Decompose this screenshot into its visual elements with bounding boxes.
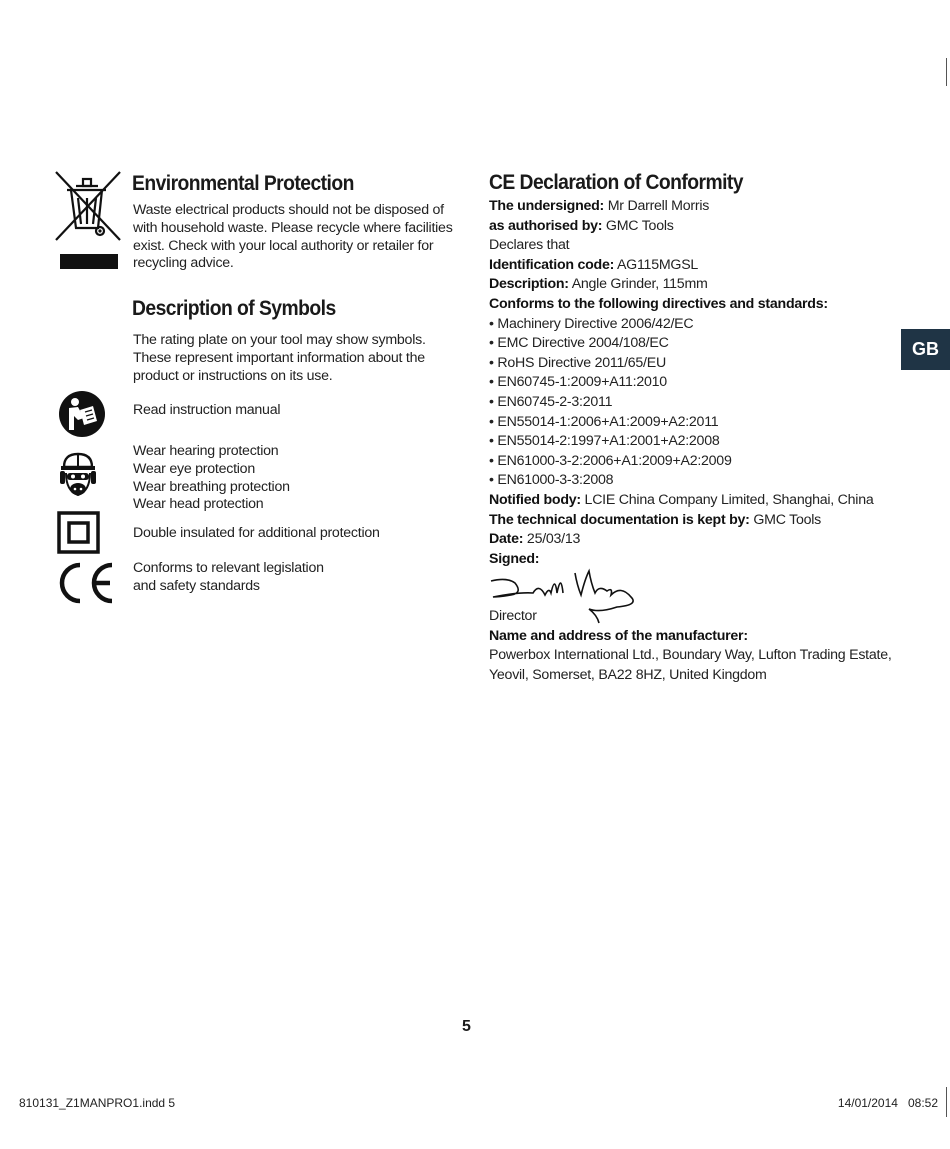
symbol-desc-manual: [133, 402, 280, 420]
manual-icon: [58, 390, 106, 438]
authorised-line: [489, 217, 889, 237]
ppe-icon: [58, 451, 98, 501]
technical-doc-value: GMC Tools: [749, 511, 822, 528]
notified-body-label: Notified body:: [489, 491, 581, 508]
environmental-line: Waste electrical products should not be disposed of: [133, 202, 444, 218]
directive-item: • EN60745-1:2009+A11:2010: [489, 374, 667, 391]
symbol-desc-ppe: [133, 443, 290, 514]
environmental-line: with household waste. Please recycle where facilities: [133, 219, 453, 236]
notified-body-line: [489, 491, 889, 511]
footer-time: 08:52: [907, 1096, 938, 1110]
directive-item: • RoHS Directive 2011/65/EU: [489, 354, 666, 371]
directive-item: • EMC Directive 2004/108/EC: [489, 335, 669, 352]
symbol-desc-line: Wear eye protection: [133, 460, 255, 477]
manufacturer-address-line: Powerbox International Ltd., Boundary Way, Lufton Trading Estate,: [489, 647, 892, 664]
undersigned-label: The undersigned:: [489, 198, 605, 214]
conforms-line: [489, 295, 889, 315]
weee-bin-icon: [54, 170, 124, 272]
footer-file: 810131_Z1MANPRO1.indd 5: [19, 1096, 176, 1110]
technical-doc-label: The technical documentation is kept by:: [489, 511, 750, 528]
symbol-desc-double-insulated: [133, 525, 380, 543]
crop-mark-top: [946, 58, 947, 86]
signature-image: [489, 567, 639, 627]
symbol-desc-line: Read instruction manual: [133, 402, 281, 418]
technical-doc-line: [489, 511, 889, 531]
symbol-desc-line: and safety standards: [133, 577, 260, 594]
symbols-intro-line: product or instructions on its use.: [133, 367, 333, 384]
declares-line: Declares that: [489, 237, 570, 254]
environmental-text: [133, 202, 453, 273]
ce-declaration-body: [489, 197, 892, 686]
symbol-desc-line: Wear breathing protection: [133, 478, 290, 495]
crop-mark-bottom: [946, 1087, 947, 1117]
manufacturer-line: [489, 627, 889, 647]
page-number: 5: [462, 1018, 471, 1035]
ce-mark-icon: [56, 561, 116, 605]
date-value: 25/03/13: [523, 531, 581, 548]
manufacturer-address-line: Yeovil, Somerset, BA22 8HZ, United Kingdom: [489, 667, 767, 684]
description-line: [489, 275, 889, 295]
environmental-line: exist. Check with your local authority or retailer for: [133, 237, 434, 254]
directive-item: • Machinery Directive 2006/42/EC: [489, 315, 694, 332]
undersigned-value: Mr Darrell Morris: [604, 198, 710, 214]
directive-item: • EN61000-3-3:2008: [489, 472, 614, 489]
directive-item: • EN55014-1:2006+A1:2009+A2:2011: [489, 413, 719, 430]
symbol-desc-ce: [133, 560, 324, 596]
environmental-line: recycling advice.: [133, 255, 234, 272]
symbols-intro: [133, 332, 426, 385]
notified-body-value: LCIE China Company Limited, Shanghai, China: [580, 491, 874, 508]
directive-item: • EN55014-2:1997+A1:2001+A2:2008: [489, 433, 720, 450]
authorised-value: GMC Tools: [602, 217, 674, 234]
double-insulated-icon: [57, 511, 100, 554]
description-value: Angle Grinder, 115mm: [568, 276, 708, 293]
ce-declaration-title: CE Declaration of Conformity: [489, 171, 743, 194]
signed-label: Signed:: [489, 550, 540, 567]
date-line: [489, 530, 889, 550]
identification-value: AG115MGSL: [614, 256, 699, 273]
directive-item: • EN61000-3-2:2006+A1:2009+A2:2009: [489, 452, 732, 469]
identification-line: [489, 256, 889, 276]
director-role: Director: [489, 608, 537, 625]
symbols-intro-line: These represent important information about the: [133, 349, 425, 366]
symbol-desc-line: Wear head protection: [133, 496, 264, 513]
symbol-desc-line: Wear hearing protection: [133, 443, 279, 459]
directive-item: • EN60745-2-3:2011: [489, 393, 613, 410]
environmental-title: Environmental Protection: [132, 172, 354, 195]
undersigned-line: [489, 197, 889, 217]
manufacturer-label: Name and address of the manufacturer:: [489, 627, 748, 644]
conforms-label: Conforms to the following directives and standards:: [489, 295, 828, 312]
footer-timestamp: [838, 1096, 938, 1110]
date-label: Date:: [489, 531, 524, 548]
symbol-desc-line: Double insulated for additional protection: [133, 525, 380, 541]
description-label: Description:: [489, 276, 569, 293]
footer-date: 14/01/2014: [837, 1096, 898, 1110]
language-tab-gb: GB: [901, 329, 950, 370]
signature-area: [489, 569, 889, 607]
symbols-intro-line: The rating plate on your tool may show symbols.: [133, 332, 426, 348]
symbols-title: Description of Symbols: [132, 297, 336, 320]
symbol-desc-line: Conforms to relevant legislation: [133, 560, 324, 576]
authorised-label: as authorised by:: [489, 217, 603, 234]
identification-label: Identification code:: [489, 256, 615, 273]
